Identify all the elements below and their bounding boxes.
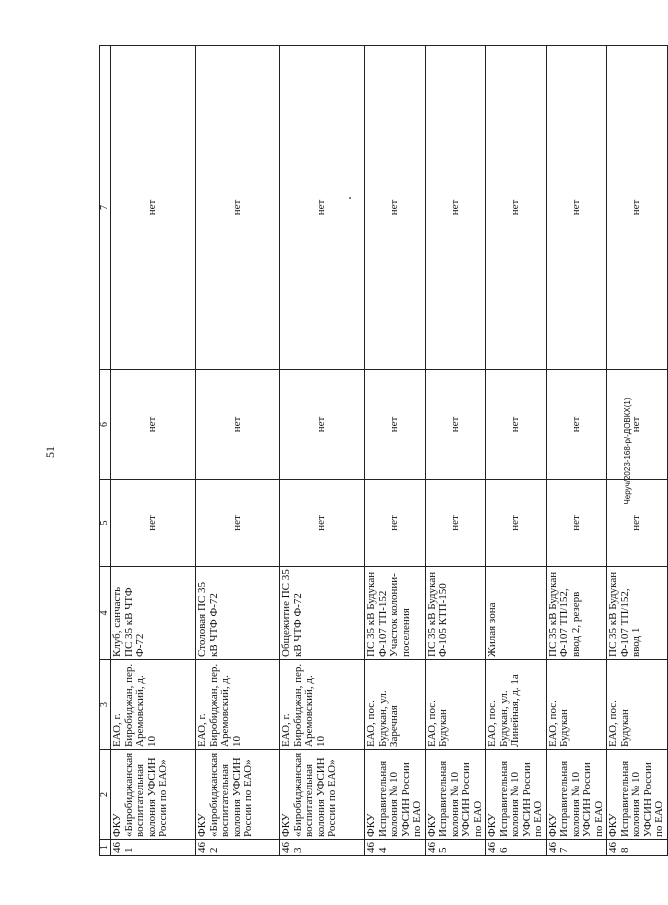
object-cell: Клуб, санчасть ПС 35 кВ ЧТФ Ф-72 [111,567,196,660]
address-cell: ЕАО, пос. Будукан [607,660,668,750]
object-cell: ПС 35 кВ Будукан Ф-107 ТП/152, ввод 1 [607,567,668,660]
column-7-cell: нет [365,46,426,370]
column-header: 7 [100,46,111,370]
address-cell: ЕАО, г. Биробиджан, пер. Аремовский, д. 10 [196,660,280,750]
row-number: 463 [280,840,365,856]
table-row [425,46,486,856]
column-7-cell: нет [486,46,547,370]
table-row [196,46,280,856]
address-cell: ЕАО, г. Биробиджан, пер. Аремовский, д. 10 [111,660,196,750]
owner-cell: ФКУ Исправительная колония № 10 УФСИН России по ЕАО [607,750,668,840]
column-6-cell: нет [607,370,668,480]
owner-cell: ФКУ «Биробиджанская воспитательная колония УФСИН России по ЕАО» [111,750,196,840]
column-5-cell: нет [546,480,607,567]
column-7-cell: нет [425,46,486,370]
table-row [486,46,547,856]
row-number: 466 [486,840,547,856]
page-number: 51 [43,446,57,458]
column-6-cell: нет [365,370,426,480]
column-6-cell: нет [280,370,365,480]
object-cell: ПС 35 кВ Будукан Ф-105 КТП-150 [425,567,486,660]
column-7-cell: нет [607,46,668,370]
table-row [365,46,426,856]
column-5-cell: нет [196,480,280,567]
column-6-cell: нет [196,370,280,480]
row-number: 464 [365,840,426,856]
address-cell: ЕАО, г. Биробиджан, пер. Аремовский, д. 10 [280,660,365,750]
column-6-cell: нет [111,370,196,480]
column-7-cell: нет [546,46,607,370]
row-number: 468 [607,840,668,856]
column-5-cell: нет [365,480,426,567]
owner-cell: ФКУ «Биробиджанская воспитательная колония УФСИН России по ЕАО» [196,750,280,840]
column-header: 6 [100,370,111,480]
table-row [546,46,607,856]
owner-cell: ФКУ Исправительная колония № 10 УФСИН России по ЕАО [486,750,547,840]
row-number: 462 [196,840,280,856]
column-header: 3 [100,660,111,750]
address-cell: ЕАО, пос. Будукан [546,660,607,750]
owner-cell: ФКУ Исправительная колония № 10 УФСИН России по ЕАО [365,750,426,840]
object-cell: Общежитие ПС 35 кВ ЧТФ Ф-72 [280,567,365,660]
row-number: 467 [546,840,607,856]
register-table [99,45,668,856]
column-header: 2 [100,750,111,840]
column-header: 5 [100,480,111,567]
column-6-cell: нет [486,370,547,480]
column-header: 1 [100,840,111,856]
row-number: 465 [425,840,486,856]
column-7-cell: нет [280,46,365,370]
table-row [607,46,668,856]
table-row [111,46,196,856]
object-cell: Столовая ПС 35 кВ ЧТФ Ф-72 [196,567,280,660]
owner-cell: ФКУ «Биробиджанская воспитательная колония УФСИН России по ЕАО» [280,750,365,840]
header-row [100,46,111,856]
column-6-cell: нет [546,370,607,480]
owner-cell: ФКУ Исправительная колония № 10 УФСИН России по ЕАО [425,750,486,840]
column-7-cell: нет [111,46,196,370]
column-5-cell: нет [486,480,547,567]
object-cell: ПС 35 кВ Будукан Ф-107 ТП/152, ввод 2, резерв [546,567,607,660]
document-code: Черуч/2023-168-р/-ДОВКХ(1) [623,397,632,505]
column-5-cell: нет [111,480,196,567]
address-cell: ЕАО, пос. Будукан, ул. Заречная [365,660,426,750]
address-cell: ЕАО, пос. Будукан [425,660,486,750]
column-5-cell: нет [607,480,668,567]
column-header: 4 [100,567,111,660]
column-7-cell: нет [196,46,280,370]
column-5-cell: нет [425,480,486,567]
column-5-cell: нет [280,480,365,567]
object-cell: Жилая зона [486,567,547,660]
address-cell: ЕАО, пос. Будукан, ул. Линейная, д. 1а [486,660,547,750]
column-6-cell: нет [425,370,486,480]
owner-cell: ФКУ Исправительная колония № 10 УФСИН России по ЕАО [546,750,607,840]
row-number: 461 [111,840,196,856]
table-row [280,46,365,856]
object-cell: ПС 35 кВ Будукан Ф-107 ТП-152 Участок колонии-поселения [365,567,426,660]
